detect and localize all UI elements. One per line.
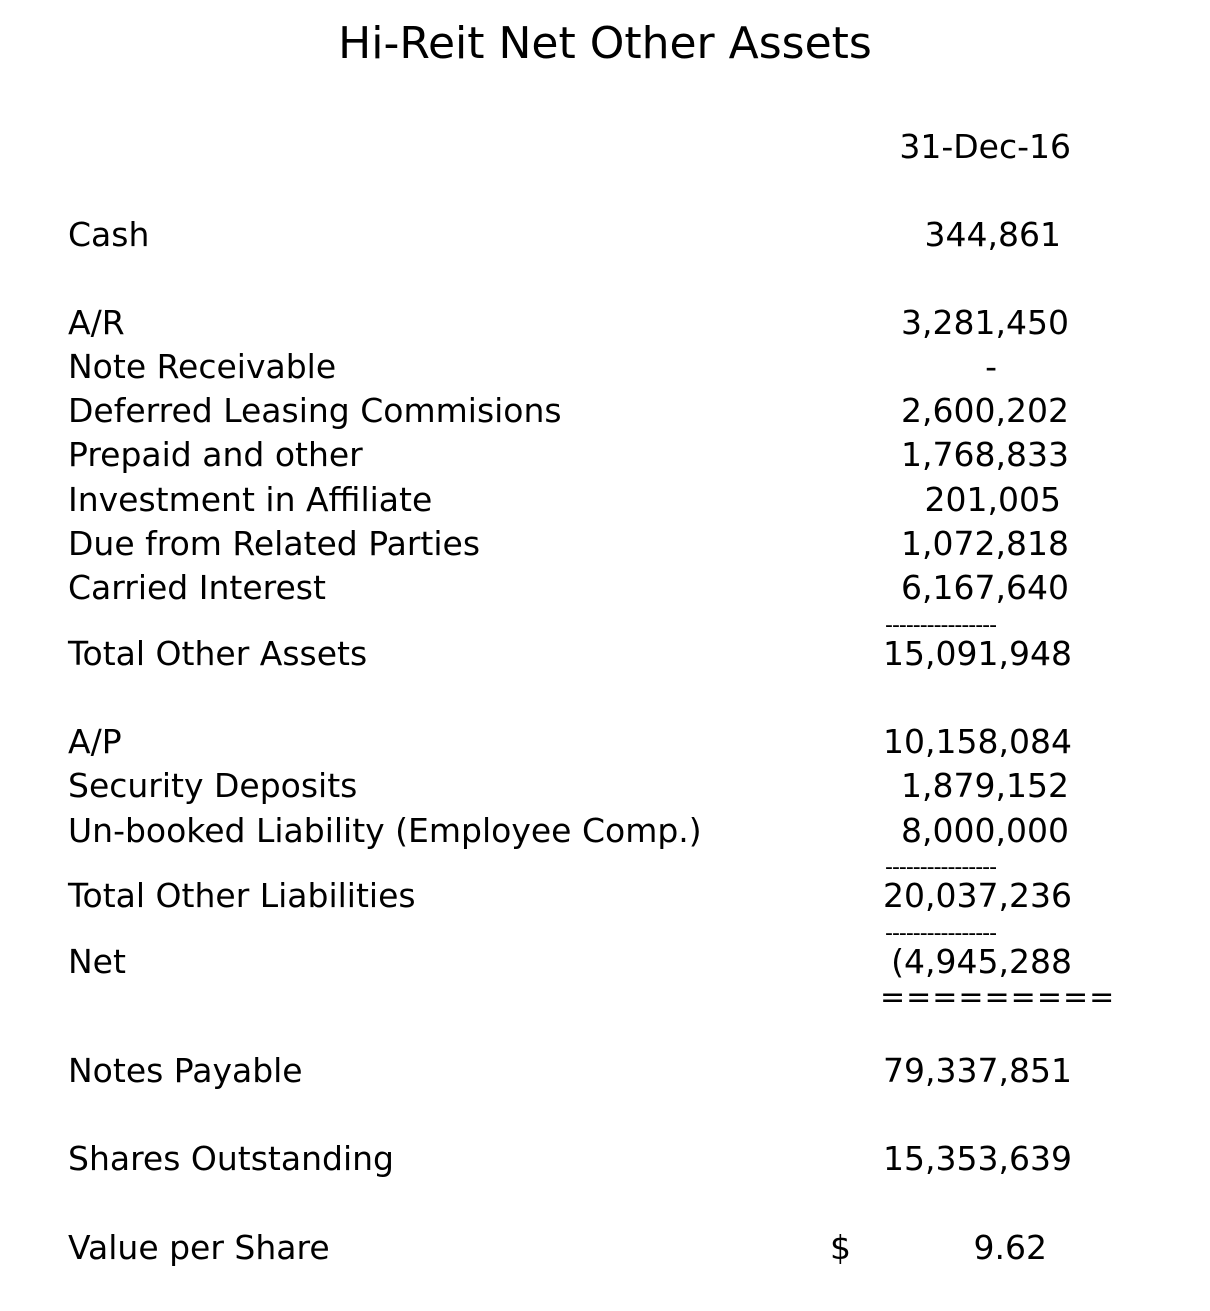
row-label-investment: Investment in Affiliate xyxy=(68,480,433,519)
row-label-note-receivable: Note Receivable xyxy=(68,347,337,386)
row-value-note-receivable: - xyxy=(985,347,997,386)
row-value-unbooked: 8,000,000 xyxy=(901,811,1069,850)
row-label-unbooked: Un-booked Liability (Employee Comp.) xyxy=(68,811,702,850)
currency-symbol: $ xyxy=(830,1228,851,1267)
row-label-deferred-leasing: Deferred Leasing Commisions xyxy=(68,391,562,430)
row-label-notes-payable: Notes Payable xyxy=(68,1051,303,1090)
row-label-total-liabilities: Total Other Liabilities xyxy=(68,876,416,915)
row-label-cash: Cash xyxy=(68,215,150,254)
date-header: 31-Dec-16 xyxy=(899,127,1071,166)
row-value-deferred-leasing: 2,600,202 xyxy=(901,391,1069,430)
row-value-shares-outstanding: 15,353,639 xyxy=(883,1139,1072,1178)
row-value-security-deposits: 1,879,152 xyxy=(901,766,1069,805)
row-value-ar: 3,281,450 xyxy=(901,303,1069,342)
row-value-total-liabilities: 20,037,236 xyxy=(883,876,1072,915)
row-value-notes-payable: 79,337,851 xyxy=(883,1051,1072,1090)
row-value-net: (4,945,288 xyxy=(891,942,1072,981)
row-label-ar: A/R xyxy=(68,303,125,342)
double-underline: ========= xyxy=(880,980,1116,1015)
row-label-value-per-share: Value per Share xyxy=(68,1228,330,1267)
row-value-ap: 10,158,084 xyxy=(883,722,1072,761)
row-value-total-assets: 15,091,948 xyxy=(883,634,1072,673)
row-label-carried-interest: Carried Interest xyxy=(68,568,326,607)
subtotal-rule: ---------------- xyxy=(885,613,997,638)
subtotal-rule: ---------------- xyxy=(885,921,997,946)
row-label-due-from: Due from Related Parties xyxy=(68,524,481,563)
row-value-due-from: 1,072,818 xyxy=(901,524,1069,563)
row-label-shares-outstanding: Shares Outstanding xyxy=(68,1139,394,1178)
row-label-ap: A/P xyxy=(68,722,122,761)
row-value-carried-interest: 6,167,640 xyxy=(901,568,1069,607)
row-label-security-deposits: Security Deposits xyxy=(68,766,358,805)
row-label-net: Net xyxy=(68,942,126,981)
row-value-investment: 201,005 xyxy=(924,480,1061,519)
row-value-prepaid: 1,768,833 xyxy=(901,435,1069,474)
row-label-total-assets: Total Other Assets xyxy=(68,634,368,673)
row-value-value-per-share: 9.62 xyxy=(973,1228,1047,1267)
row-label-prepaid: Prepaid and other xyxy=(68,435,363,474)
report-title: Hi-Reit Net Other Assets xyxy=(338,18,872,69)
row-value-cash: 344,861 xyxy=(924,215,1061,254)
subtotal-rule: ---------------- xyxy=(885,855,997,880)
